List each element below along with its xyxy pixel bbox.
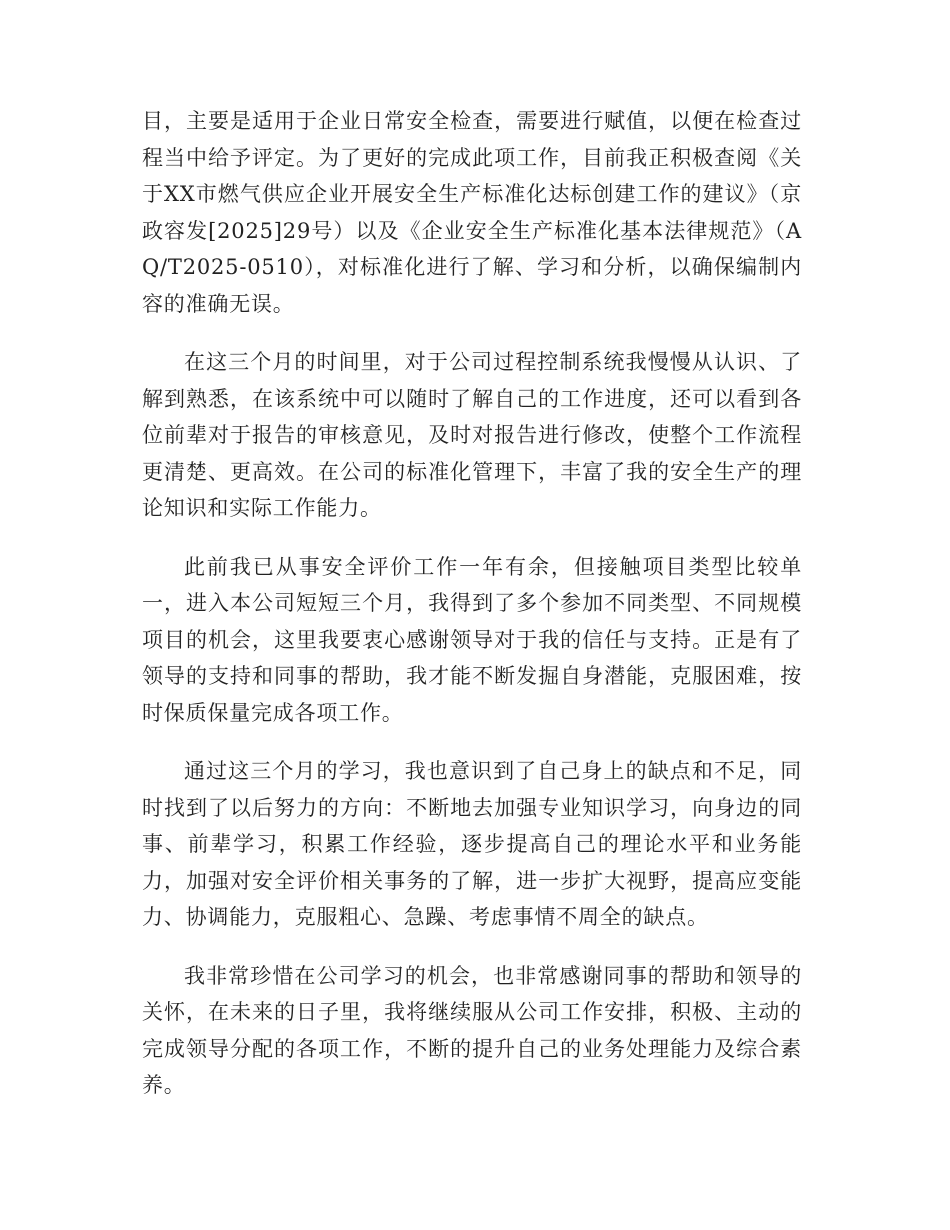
paragraph-experience: 此前我已从事安全评价工作一年有余，但接触项目类型比较单一，进入本公司短短三个月，我得到了多个参加不同类型、不同规模项目的机会，这里我要衷心感谢领导对于我的信任与支持。正是有了领导的支持和同事的帮助，我才能不断发掘自身潜能，克服困难，按时保质保量完成各项工作。 — [142, 554, 802, 725]
paragraph-gratitude: 我非常珍惜在公司学习的机会，也非常感谢同事的帮助和领导的关怀，在未来的日子里，我将继续服从公司工作安排，积极、主动的完成领导分配的各项工作，不断的提升自己的业务处理能力及综合素养。 — [142, 963, 802, 1097]
paragraph-continuation: 目，主要是适用于企业日常安全检查，需要进行赋值，以便在检查过程当中给予评定。为了更好的完成此项工作，目前我正积极查阅《关于XX市燃气供应企业开展安全生产标准化达标创建工作的建议》（京政容发[2025]29号）以及《企业安全生产标准化基本法律规范》（AQ/T2025-0510），对标准化进行了解、学习和分析，以确保编制内容的准确无误。 — [142, 109, 802, 316]
document-body — [142, 103, 802, 1126]
paragraph-self-reflection: 通过这三个月的学习，我也意识到了自己身上的缺点和不足，同时找到了以后努力的方向：不断地去加强专业知识学习，向身边的同事、前辈学习，积累工作经验，逐步提高自己的理论水平和业务能力，加强对安全评价相关事务的了解，进一步扩大视野，提高应变能力、协调能力，克服粗心、急躁、考虑事情不周全的缺点。 — [142, 759, 802, 929]
paragraph-process-control: 在这三个月的时间里，对于公司过程控制系统我慢慢从认识、了解到熟悉，在该系统中可以随时了解自己的工作进度，还可以看到各位前辈对于报告的审核意见，及时对报告进行修改，使整个工作流程更清楚、更高效。在公司的标准化管理下，丰富了我的安全生产的理论知识和实际工作能力。 — [142, 350, 802, 520]
